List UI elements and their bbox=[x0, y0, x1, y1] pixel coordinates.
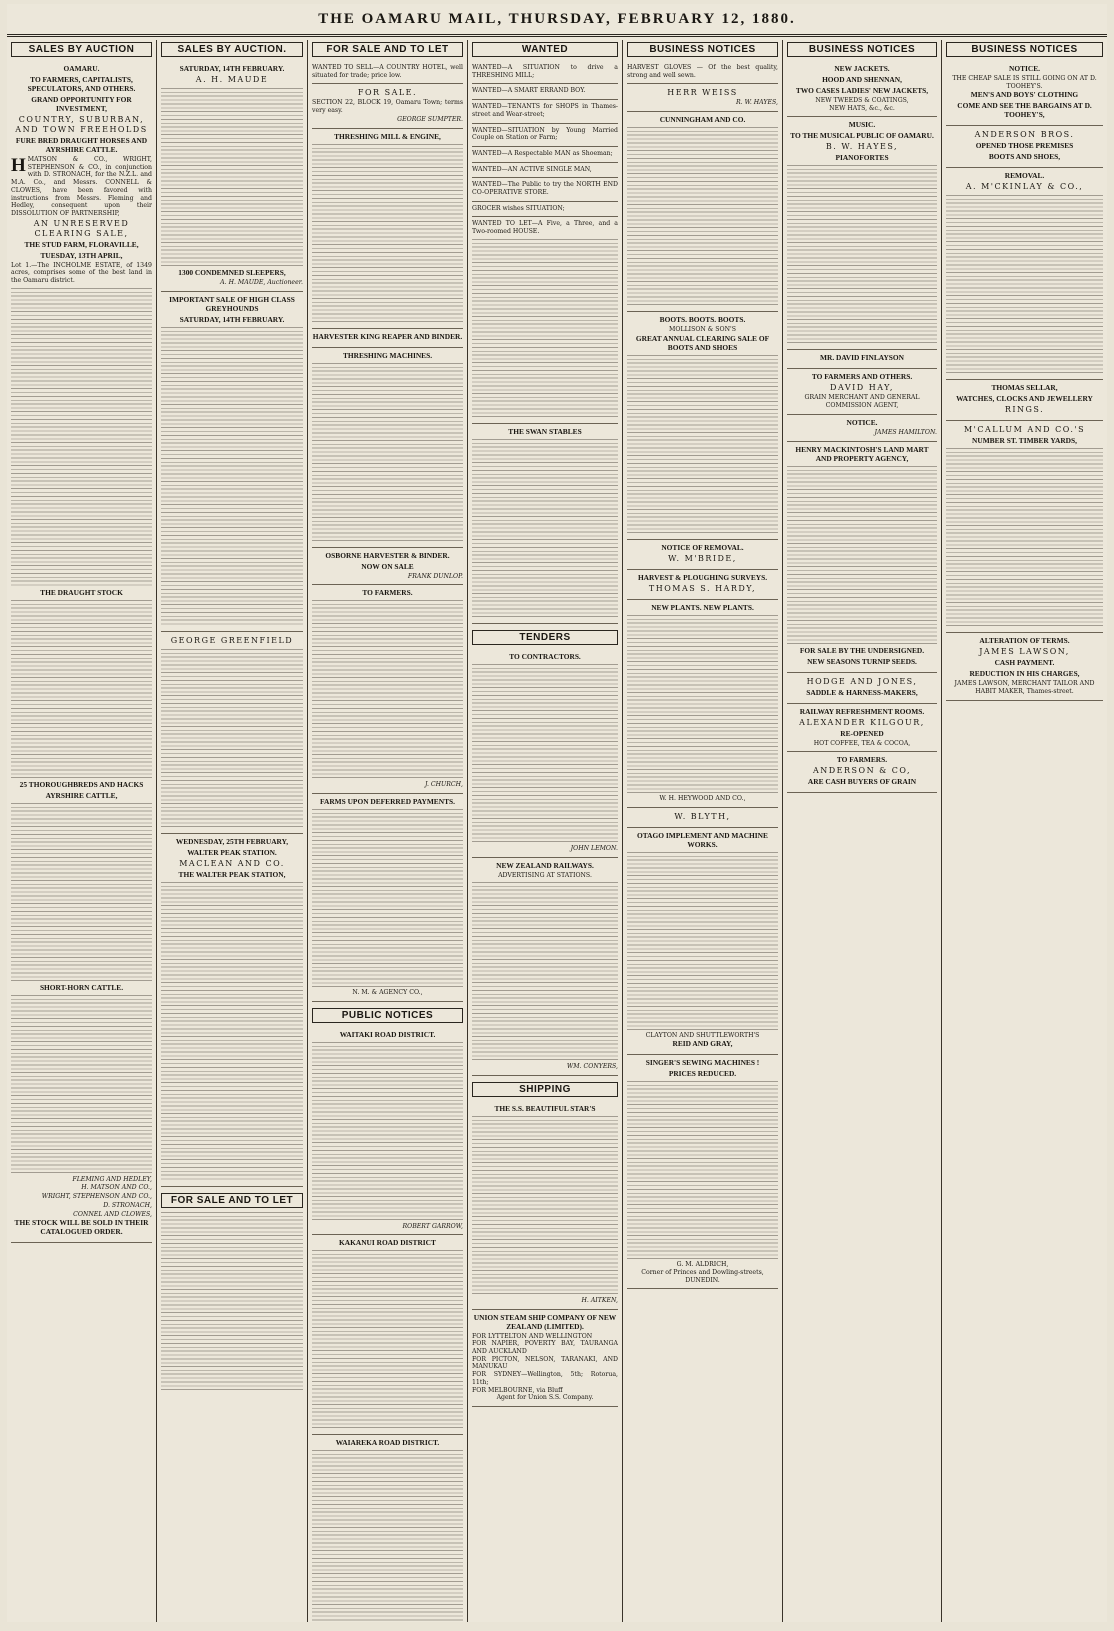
text-block bbox=[312, 1042, 463, 1222]
business-ad bbox=[627, 84, 778, 112]
section-heading: FOR SALE AND TO LET bbox=[312, 42, 463, 57]
ad-title: HARVESTER KING REAPER AND BINDER. bbox=[312, 331, 463, 341]
ad-title: WAITAKI ROAD DISTRICT. bbox=[339, 1029, 436, 1039]
ad-sub: PRICES REDUCED. bbox=[668, 1069, 737, 1079]
ad-title: THOMAS SELLAR, bbox=[991, 383, 1058, 393]
text-block bbox=[161, 649, 303, 829]
business-ad bbox=[627, 540, 778, 570]
section-heading: TENDERS bbox=[472, 630, 618, 645]
text-block bbox=[161, 327, 303, 627]
ad-sub: COME AND SEE THE BARGAINS AT D. TOOHEY'S, bbox=[957, 101, 1092, 120]
ad-sub: ARE CASH BUYERS OF GRAIN bbox=[807, 777, 917, 787]
public-notice bbox=[312, 1435, 463, 1622]
text-block bbox=[472, 664, 618, 844]
ad-title: SINGER'S SEWING MACHINES ! bbox=[645, 1058, 760, 1068]
ad-body: SECTION 22, BLOCK 19, Oamaru Town; terms very easy. bbox=[312, 99, 463, 115]
business-ad bbox=[787, 673, 937, 704]
ad-body: WANTED TO LET—A Five, a Three, and a Two-roomed HOUSE. bbox=[472, 220, 618, 236]
ad-sub: HOOD AND SHENNAN, bbox=[822, 75, 902, 84]
ad-title: THRESHING MILL & ENGINE, bbox=[334, 131, 441, 141]
ad-title: ANDERSON BROS. bbox=[974, 130, 1075, 140]
wanted-ad bbox=[472, 100, 618, 123]
text-block bbox=[472, 239, 618, 419]
ad-sub: BOOTS AND SHOES, bbox=[988, 152, 1061, 162]
classified-ad bbox=[312, 794, 463, 1002]
ad-sub: NEW HATS, &c., &c. bbox=[829, 104, 895, 112]
classified-ad bbox=[312, 84, 463, 128]
ad-sub: NEW SEASONS TURNIP SEEDS. bbox=[807, 656, 917, 666]
signature: J. CHURCH, bbox=[424, 781, 463, 789]
ad-title: MUSIC. bbox=[848, 120, 876, 130]
column-for-sale bbox=[308, 40, 468, 1622]
ad-title: KAKANUI ROAD DISTRICT bbox=[339, 1238, 436, 1248]
ad-sub: TWO CASES LADIES' NEW JACKETS, bbox=[795, 86, 929, 95]
business-ad bbox=[787, 350, 937, 369]
text-block bbox=[627, 127, 778, 307]
ad-title: TO CONTRACTORS. bbox=[509, 651, 581, 661]
section-heading: BUSINESS NOTICES bbox=[787, 42, 937, 57]
ad-sub: CASH PAYMENT. bbox=[994, 658, 1055, 668]
ad-body: HARVEST GLOVES — Of the best quality, strong and well sewn. bbox=[627, 64, 778, 79]
ad-title: TO FARMERS AND OTHERS. bbox=[811, 372, 913, 382]
classified-ad bbox=[312, 548, 463, 586]
ad-title: HERR WEISS bbox=[667, 88, 738, 98]
ad-sub: OPENED THOSE PREMISES bbox=[975, 141, 1074, 151]
text-block bbox=[312, 363, 463, 543]
business-ad bbox=[946, 168, 1103, 380]
text-block bbox=[312, 600, 463, 780]
ad-sub: B. W. HAYES, bbox=[825, 142, 899, 152]
ad-body: FOR MELBOURNE, via Bluff bbox=[472, 1386, 563, 1394]
signature: R. W. HAYES, bbox=[735, 99, 778, 107]
ad-title: NOTICE. bbox=[1008, 64, 1040, 73]
ad-footer: Agent for Union S.S. Company. bbox=[496, 1394, 594, 1402]
business-ad bbox=[787, 752, 937, 793]
auctioneer-name: A. H. MAUDE bbox=[195, 75, 269, 84]
ad-title: FARMS UPON DEFERRED PAYMENTS. bbox=[320, 796, 455, 806]
ad-sub: NEW TWEEDS & COATINGS, bbox=[815, 97, 909, 104]
ad-sub: N. M. & AGENCY CO., bbox=[352, 988, 423, 996]
wanted-ad bbox=[472, 147, 618, 163]
text-block bbox=[161, 882, 303, 1182]
signature: A. H. MAUDE, Auctioneer. bbox=[220, 279, 303, 286]
text-block bbox=[11, 803, 152, 983]
ad-body: WANTED—SITUATION by Young Married Couple on Station or Farm; bbox=[472, 126, 618, 142]
business-ad bbox=[627, 1055, 778, 1289]
signature: D. STRONACH, bbox=[103, 1201, 152, 1209]
ad-sub: NUMBER ST. TIMBER YARDS, bbox=[972, 436, 1077, 446]
business-ad bbox=[627, 61, 778, 84]
ad-sub: RE-OPENED bbox=[840, 728, 884, 738]
ad-title: RAILWAY REFRESHMENT ROOMS. bbox=[799, 706, 925, 716]
ad-sub: ALEXANDER KILGOUR, bbox=[799, 717, 925, 727]
section-heading: SALES BY AUCTION. bbox=[161, 42, 303, 57]
ad-body: WANTED—The Public to try the NORTH END CO-OPERATIVE STORE. bbox=[472, 181, 618, 197]
ad-footer: Corner of Princes and Dowling-streets, DUNEDIN. bbox=[641, 1268, 764, 1284]
business-ad bbox=[627, 112, 778, 312]
section-heading: BUSINESS NOTICES bbox=[627, 42, 778, 57]
signature: FRANK DUNLOP. bbox=[407, 572, 463, 580]
text-block bbox=[472, 882, 618, 1062]
public-notice bbox=[312, 1027, 463, 1236]
ad-body: Lot 1.—The INCHOLME ESTATE, of 1349 acres, comprises some of the best land in the Oamaru district. bbox=[11, 261, 152, 285]
wanted-ad bbox=[472, 124, 618, 147]
ad-date: SATURDAY, 14TH FEBRUARY. bbox=[179, 314, 285, 324]
ad-sub: WALTER PEAK STATION. bbox=[187, 847, 277, 857]
ad-sub: AYRSHIRE CATTLE, bbox=[45, 790, 118, 800]
ad-date: WEDNESDAY, 25TH FEBRUARY, bbox=[175, 836, 289, 846]
drop-cap: H bbox=[11, 155, 26, 176]
business-ad bbox=[946, 61, 1103, 126]
ad-sub: THE CHEAP SALE IS STILL GOING ON AT D. TOOHEY'S. bbox=[952, 75, 1097, 90]
business-ad bbox=[946, 421, 1103, 633]
ad-sub: THE STUD FARM, FLORAVILLE, bbox=[24, 239, 139, 249]
text-block bbox=[472, 439, 618, 619]
auction-ad bbox=[11, 61, 152, 1243]
ad-body: FOR SYDNEY—Wellington, 5th; Rotorua, 11th; bbox=[472, 1371, 618, 1386]
classified-ad bbox=[312, 585, 463, 794]
ad-sub: IMPORTANT SALE OF HIGH CLASS GREYHOUNDS bbox=[169, 294, 295, 313]
ad-title: CUNNINGHAM AND CO. bbox=[659, 115, 746, 125]
ad-sub: SADDLE & HARNESS-MAKERS, bbox=[806, 687, 918, 697]
ad-title: OSBORNE HARVESTER & BINDER. bbox=[325, 550, 450, 560]
ad-title: UNION STEAM SHIP COMPANY OF NEW ZEALAND (LIMITED). bbox=[473, 1312, 617, 1331]
masthead-title: THE OAMARU MAIL, THURSDAY, FEBRUARY 12, 1880. bbox=[318, 11, 796, 27]
signature: GEORGE SUMPTER. bbox=[397, 115, 463, 123]
ad-title: HODGE AND JONES, bbox=[806, 676, 918, 686]
ad-sub: ADVERTISING AT STATIONS. bbox=[498, 871, 592, 879]
ad-sub: PIANOFORTES bbox=[835, 153, 889, 163]
shipping-notice bbox=[472, 1310, 618, 1407]
ad-notice: TO FARMERS, CAPITALISTS, SPECULATORS, AND OTHERS. bbox=[27, 75, 136, 93]
newspaper-page bbox=[7, 4, 1107, 1622]
ad-body: WANTED—A Respectable MAN as Shoeman; bbox=[472, 149, 613, 157]
ad-title: BOOTS. BOOTS. BOOTS. bbox=[659, 315, 746, 325]
public-notice bbox=[312, 1235, 463, 1435]
signature: WRIGHT, STEPHENSON AND CO., bbox=[41, 1193, 152, 1201]
column-business-notices-1 bbox=[623, 40, 783, 1622]
business-ad bbox=[946, 380, 1103, 421]
auction-ad bbox=[161, 632, 303, 834]
text-block bbox=[946, 195, 1103, 375]
ad-sub: GREAT ANNUAL CLEARING SALE OF BOOTS AND SHOES bbox=[635, 333, 770, 352]
wanted-ad bbox=[472, 202, 618, 218]
ad-body: WANTED TO SELL—A COUNTRY HOTEL, well situated for trade; price low. bbox=[312, 64, 463, 79]
ad-body: WANTED—AN ACTIVE SINGLE MAN, bbox=[472, 165, 592, 173]
ad-sub: RINGS. bbox=[1004, 405, 1045, 415]
section-heading: PUBLIC NOTICES bbox=[312, 1008, 463, 1023]
section-heading: SALES BY AUCTION bbox=[11, 42, 152, 57]
ad-body: WANTED—A SMART ERRAND BOY. bbox=[472, 87, 586, 95]
auctioneer-name: GEORGE GREENFIELD bbox=[170, 635, 294, 645]
business-ad bbox=[627, 828, 778, 1056]
column-sales-by-auction-2 bbox=[157, 40, 308, 1622]
classified-ad bbox=[312, 348, 463, 548]
signature: H. AITKEN, bbox=[581, 1296, 618, 1304]
ad-title: W. BLYTH, bbox=[674, 811, 731, 821]
ad-footer: THE STOCK WILL BE SOLD IN THEIR CATALOGUED ORDER. bbox=[14, 1218, 149, 1237]
business-ad bbox=[787, 415, 937, 442]
wanted-ad bbox=[472, 178, 618, 201]
masthead bbox=[7, 4, 1107, 37]
ad-title: HENRY MACKINTOSH'S LAND MART AND PROPERTY AGENCY, bbox=[795, 444, 929, 463]
ad-sub: ANDERSON & CO, bbox=[812, 766, 912, 776]
section-heading: FOR SALE AND TO LET bbox=[161, 1193, 303, 1208]
ad-sub: SHORT-HORN CATTLE. bbox=[39, 982, 124, 992]
business-ad bbox=[787, 61, 937, 117]
ad-sub: W. M'BRIDE, bbox=[668, 553, 737, 563]
ad-sub: CLAYTON AND SHUTTLEWORTH'S bbox=[645, 1031, 760, 1039]
ad-sub: WATCHES, CLOCKS AND JEWELLERY bbox=[956, 394, 1093, 404]
ad-sub: W. H. HEYWOOD AND CO., bbox=[659, 794, 746, 802]
ad-title: M'CALLUM AND CO.'S bbox=[963, 425, 1086, 435]
text-block bbox=[312, 809, 463, 989]
ad-body: FOR NAPIER, POVERTY BAY, TAURANGA AND AUCKLAND bbox=[472, 1340, 618, 1356]
ad-body: GROCER wishes SITUATION; bbox=[472, 204, 565, 212]
text-block bbox=[11, 288, 152, 588]
ad-title: NEW JACKETS. bbox=[834, 64, 890, 73]
text-block bbox=[161, 88, 303, 268]
ad-sub: THE WALTER PEAK STATION, bbox=[178, 869, 286, 879]
ad-sub: JAMES LAWSON, bbox=[979, 647, 1070, 657]
text-block bbox=[787, 165, 937, 345]
section-heading: BUSINESS NOTICES bbox=[946, 42, 1103, 57]
signature: JOHN LEMON. bbox=[570, 844, 618, 852]
ad-body: FOR PICTON, NELSON, TARANAKI, AND MANUKAU bbox=[472, 1355, 618, 1371]
ad-title: MR. DAVID FINLAYSON bbox=[820, 353, 904, 363]
ad-title: REMOVAL. bbox=[1004, 171, 1045, 181]
text-block bbox=[11, 600, 152, 780]
ad-title: TO FARMERS. bbox=[362, 588, 413, 598]
auction-ad bbox=[161, 834, 303, 1187]
columns bbox=[7, 40, 1107, 1622]
wanted-ad bbox=[472, 424, 618, 624]
ad-sub: MOLLISON & SON'S bbox=[669, 326, 736, 334]
text-block bbox=[312, 1250, 463, 1430]
business-ad bbox=[946, 126, 1103, 168]
business-ad bbox=[787, 442, 937, 673]
text-block bbox=[161, 1212, 303, 1392]
auction-ad bbox=[161, 292, 303, 632]
ad-title: NOTICE. bbox=[846, 417, 878, 427]
ad-sub: NOW ON SALE bbox=[361, 561, 414, 571]
text-block bbox=[787, 466, 937, 646]
section-heading: WANTED bbox=[472, 42, 618, 57]
signature: ROBERT GARROW, bbox=[402, 1222, 463, 1230]
business-ad bbox=[787, 704, 937, 753]
business-ad bbox=[787, 369, 937, 414]
text-block bbox=[627, 355, 778, 535]
ad-sub: MEN'S AND BOYS' CLOTHING bbox=[970, 90, 1079, 100]
column-wanted bbox=[468, 40, 623, 1622]
ad-body: WANTED—A SITUATION to drive a THRESHING MILL; bbox=[472, 64, 618, 79]
text-block bbox=[312, 1450, 463, 1622]
tender-notice bbox=[472, 858, 618, 1076]
ad-title: THRESHING MACHINES. bbox=[342, 350, 433, 360]
text-block bbox=[472, 1116, 618, 1296]
signature: FLEMING AND HEDLEY, bbox=[72, 1175, 152, 1183]
ad-sub: REDUCTION IN HIS CHARGES, bbox=[969, 669, 1080, 679]
wanted-ad bbox=[472, 61, 618, 84]
business-ad bbox=[627, 312, 778, 540]
text-block bbox=[312, 144, 463, 324]
ad-title: THE S.S. BEAUTIFUL STAR'S bbox=[494, 1103, 596, 1113]
ad-title: NEW PLANTS. NEW PLANTS. bbox=[651, 602, 754, 612]
ad-body: MATSON & CO., WRIGHT, STEPHENSON & CO., in conjunction with D. STRONACH, for the N.Z.L. and M.A. Co., and Messrs. CONNELL & CLOWES, have been favored with instructions from Messrs. Fleming and Hedley, consequent upon their DISSOLUTION OF PARTNERSHIP, bbox=[11, 156, 152, 217]
text-block bbox=[946, 448, 1103, 628]
column-business-notices-3 bbox=[942, 40, 1107, 1622]
ad-sub: THOMAS S. HARDY, bbox=[648, 583, 757, 593]
ad-date: TUESDAY, 13TH APRIL, bbox=[40, 250, 123, 260]
ad-sub: A. M'CKINLAY & CO., bbox=[965, 182, 1084, 192]
text-block bbox=[627, 615, 778, 795]
signature: WM. CONYERS, bbox=[566, 1063, 618, 1071]
ad-date: SATURDAY, 14TH FEBRUARY. bbox=[179, 64, 285, 73]
ad-sub: GRAND OPPORTUNITY FOR INVESTMENT, bbox=[31, 95, 132, 113]
text-block bbox=[11, 995, 152, 1175]
ad-body: WANTED—TENANTS for SHOPS in Thames-street and Wear-street; bbox=[472, 103, 618, 118]
ad-sub: AN UNRESERVED CLEARING SALE, bbox=[33, 218, 130, 238]
ad-sub: 1300 CONDEMNED SLEEPERS, bbox=[178, 268, 286, 277]
shipping-notice bbox=[472, 1101, 618, 1310]
text-block bbox=[627, 852, 778, 1032]
business-ad bbox=[627, 808, 778, 828]
ad-sub: HOT COFFEE, TEA & COCOA, bbox=[813, 739, 911, 747]
business-ad bbox=[627, 570, 778, 600]
ad-footer: JAMES LAWSON, MERCHANT TAILOR AND HABIT MAKER, Thames-street. bbox=[954, 680, 1095, 696]
ad-title: THE SWAN STABLES bbox=[508, 426, 582, 436]
ad-sub: FURE BRED DRAUGHT HORSES AND AYRSHIRE CATTLE. bbox=[15, 136, 148, 154]
ad-title: FOR SALE. bbox=[357, 88, 418, 98]
business-ad bbox=[627, 600, 778, 808]
ad-sub: FOR SALE BY THE UNDERSIGNED. bbox=[799, 645, 925, 655]
classified-ad bbox=[312, 129, 463, 329]
signature: CONNEL AND CLOWES, bbox=[73, 1210, 152, 1218]
ad-title: OTAGO IMPLEMENT AND MACHINE WORKS. bbox=[637, 830, 768, 849]
signature: JAMES HAMILTON. bbox=[874, 428, 937, 436]
wanted-ad bbox=[472, 217, 618, 423]
auction-ad bbox=[161, 61, 303, 292]
ad-sub: COUNTRY, SUBURBAN, AND TOWN FREEHOLDS bbox=[15, 115, 148, 134]
ad-place: OAMARU. bbox=[63, 64, 100, 73]
auctioneer-name: MACLEAN AND CO. bbox=[179, 858, 285, 868]
column-sales-by-auction-1 bbox=[7, 40, 157, 1622]
classified-ad bbox=[312, 329, 463, 348]
ad-title: NOTICE OF REMOVAL. bbox=[661, 542, 744, 552]
ad-body: FOR LYTTELTON AND WELLINGTON bbox=[472, 1332, 593, 1340]
signature: H. MATSON AND CO., bbox=[81, 1184, 152, 1192]
wanted-ad bbox=[472, 163, 618, 179]
tender-notice bbox=[472, 649, 618, 858]
text-block bbox=[627, 1081, 778, 1261]
ad-sub: DAVID HAY, bbox=[830, 383, 894, 393]
wanted-ad bbox=[472, 84, 618, 100]
ad-title: ALTERATION OF TERMS. bbox=[979, 636, 1070, 646]
section-heading: SHIPPING bbox=[472, 1082, 618, 1097]
ad-title: WAIAREKA ROAD DISTRICT. bbox=[335, 1438, 440, 1448]
ad-sub: 25 THOROUGHBREDS AND HACKS bbox=[19, 779, 144, 789]
ad-sub: G. M. ALDRICH, bbox=[676, 1261, 729, 1269]
ad-sub: REID AND GRAY, bbox=[672, 1039, 733, 1049]
ad-title: NEW ZEALAND RAILWAYS. bbox=[496, 860, 594, 870]
ad-sub: TO THE MUSICAL PUBLIC OF OAMARU. bbox=[790, 131, 934, 141]
business-ad bbox=[787, 117, 937, 350]
ad-sub: GRAIN MERCHANT AND GENERAL COMMISSION AGENT, bbox=[804, 394, 920, 410]
ad-title: TO FARMERS. bbox=[836, 755, 888, 765]
column-business-notices-2 bbox=[783, 40, 942, 1622]
ad-title: HARVEST & PLOUGHING SURVEYS. bbox=[637, 572, 768, 582]
classified-ad bbox=[312, 61, 463, 84]
business-ad bbox=[946, 633, 1103, 700]
ad-sub: THE DRAUGHT STOCK bbox=[40, 587, 123, 597]
